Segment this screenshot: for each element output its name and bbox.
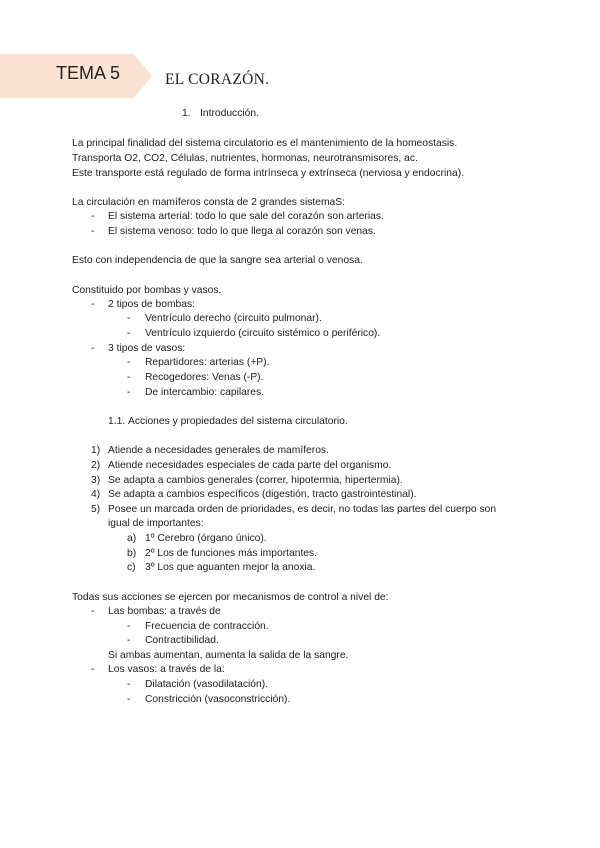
pumps-label: 2 tipos de bombas:: [108, 299, 196, 310]
list-number: 2): [91, 460, 101, 471]
list-item: Se adapta a cambios generales (correr, hipotermia, hipertermia).: [108, 475, 403, 486]
list-letter: a): [127, 533, 137, 544]
intro-line: La principal finalidad del sistema circulatorio es el mantenimiento de la homeostasis.: [72, 138, 458, 149]
list-letter: c): [127, 562, 136, 573]
list-item: 2º Los de funciones más importantes.: [145, 548, 318, 559]
bullet-dash: -: [127, 387, 131, 398]
list-number: 4): [91, 489, 101, 500]
circulation-lead: La circulación en mamíferos consta de 2 grandes sistemaS:: [72, 197, 346, 208]
list-item: Ventrículo derecho (circuito pulmonar).: [145, 313, 322, 324]
list-item: Atiende a necesidades generales de mamíferos.: [108, 445, 329, 456]
bullet-dash: -: [127, 328, 131, 339]
list-item: Recogedores: Venas (-P).: [145, 372, 264, 383]
list-letter: b): [127, 548, 137, 559]
list-item: 3º Los que aguanten mejor la anoxia.: [145, 562, 316, 573]
list-item: Frecuencia de contracción.: [145, 621, 269, 632]
list-item: Atiende necesidades especiales de cada parte del organismo.: [108, 460, 392, 471]
subsection-heading: Acciones y propiedades del sistema circulatorio.: [128, 416, 348, 427]
vessels-label: 3 tipos de vasos:: [108, 343, 186, 354]
list-item: Ventrículo izquierdo (circuito sistémico o periférico).: [145, 328, 381, 339]
section-number: 1.: [182, 108, 191, 119]
list-item-continuation: igual de importantes:: [108, 518, 204, 529]
bullet-dash: -: [91, 664, 95, 675]
bullet-dash: -: [127, 679, 131, 690]
pumps-control-label: Las bombas: a través de: [108, 606, 221, 617]
bullet-dash: -: [127, 635, 131, 646]
pumps-note: Si ambas aumentan, aumenta la salida de la sangre.: [108, 650, 349, 661]
list-number: 1): [91, 445, 101, 456]
list-item: Constricción (vasoconstricción).: [145, 694, 291, 705]
bullet-dash: -: [127, 621, 131, 632]
constituted-lead: Constituido por bombas y vasos.: [72, 285, 222, 296]
bullet-dash: -: [127, 313, 131, 324]
list-item: Repartidores: arterias (+P).: [145, 357, 270, 368]
bullet-dash: -: [91, 226, 95, 237]
vessels-control-label: Los vasos: a través de la:: [108, 664, 225, 675]
bullet-dash: -: [127, 372, 131, 383]
intro-line: Este transporte está regulado de forma intrínseca y extrínseca (nerviosa y endocrina).: [72, 168, 465, 179]
list-item: De intercambio: capilares.: [145, 387, 265, 398]
page-title: EL CORAZÓN.: [165, 71, 270, 88]
independence-text: Esto con independencia de que la sangre sea arterial o venosa.: [72, 255, 363, 266]
list-item: 1º Cerebro (órgano único).: [145, 533, 267, 544]
subsection-number: 1.1.: [108, 416, 126, 427]
list-item: El sistema arterial: todo lo que sale del corazón son arterias.: [108, 211, 384, 222]
list-item: Contractibilidad.: [145, 635, 219, 646]
list-item: Dilatación (vasodilatación).: [145, 679, 269, 690]
control-lead: Todas sus acciones se ejercen por mecanismos de control a nivel de:: [72, 592, 389, 603]
list-number: 3): [91, 475, 101, 486]
intro-line: Transporta O2, CO2, Células, nutrientes, hormonas, neurotransmisores, ac.: [72, 153, 418, 164]
bullet-dash: -: [127, 694, 131, 705]
list-item: El sistema venoso: todo lo que llega al corazón son venas.: [108, 226, 376, 237]
bullet-dash: -: [91, 299, 95, 310]
tema-label: TEMA 5: [56, 63, 121, 83]
bullet-dash: -: [91, 211, 95, 222]
bullet-dash: -: [127, 357, 131, 368]
list-item: Posee un marcada orden de prioridades, es decir, no todas las partes del cuerpo son: [108, 504, 497, 515]
bullet-dash: -: [91, 343, 95, 354]
list-number: 5): [91, 504, 101, 515]
bullet-dash: -: [91, 606, 95, 617]
list-item: Se adapta a cambios específicos (digestión, tracto gastrointestinal).: [108, 489, 417, 500]
section-heading: Introducción.: [200, 108, 259, 119]
